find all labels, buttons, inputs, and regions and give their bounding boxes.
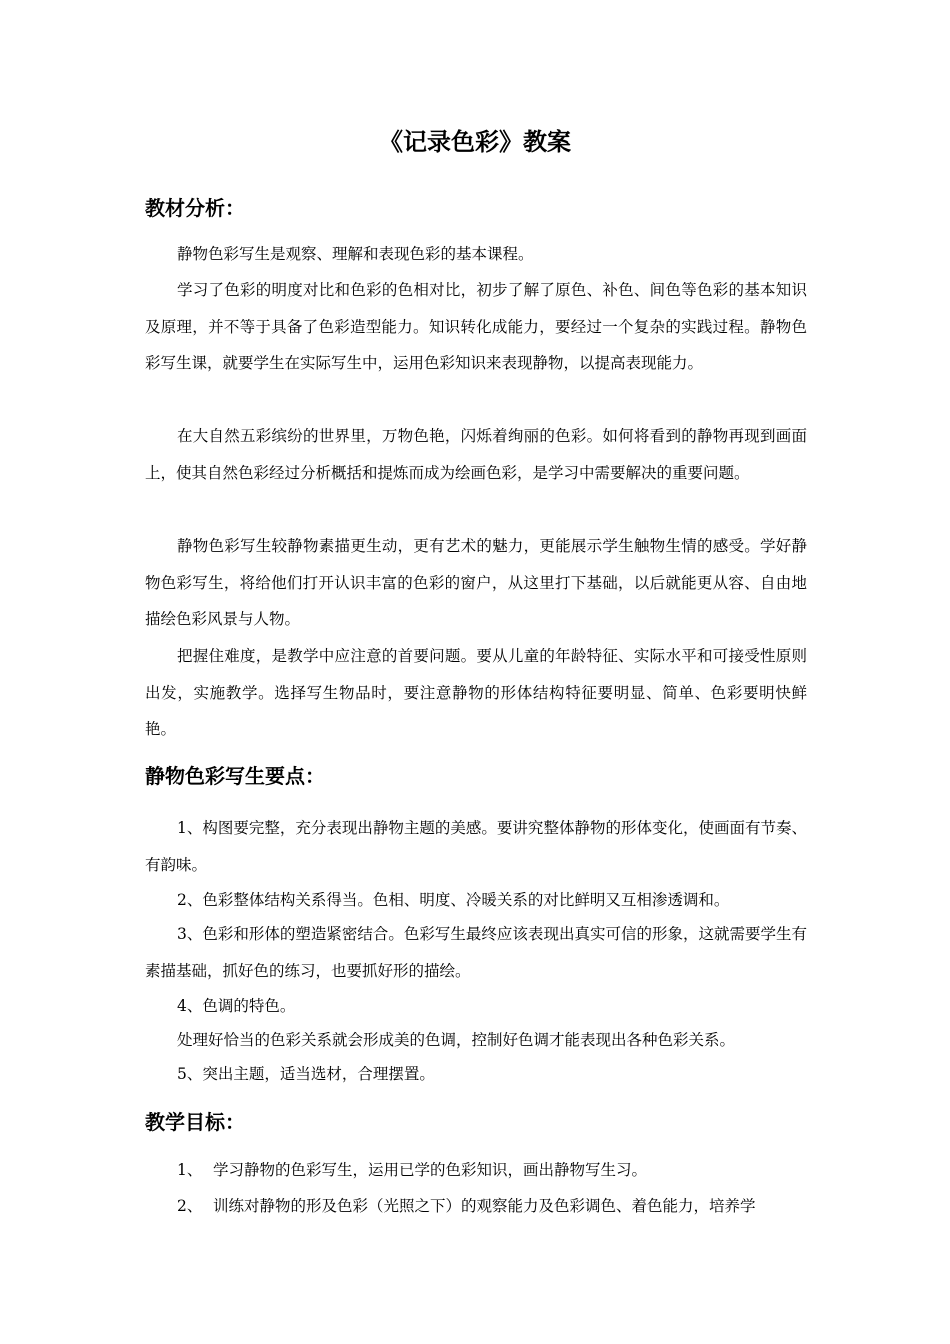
paragraph: 5、突出主题，适当选材，合理摆置。 bbox=[177, 1065, 435, 1083]
paragraph: 把握住难度，是教学中应注意的首要问题。要从儿童的年龄特征、实际水平和可接受性原则出发，实施教学。选择写生物品时，要注意静物的形体结构特征要明显、简单、色彩要明快鲜艳。 bbox=[145, 647, 807, 738]
paragraph: 静物色彩写生较静物素描更生动，更有艺术的魅力，更能展示学生触物生情的感受。学好静物色彩写生，将给他们打开认识丰富的色彩的窗户，从这里打下基础，以后就能更从容、自由地描绘色彩风景与人物。 bbox=[145, 537, 807, 628]
list-item bbox=[177, 1152, 807, 1189]
document-title: 《记录色彩》教案 bbox=[379, 128, 571, 156]
paragraph: 4、色调的特色。 bbox=[177, 997, 296, 1015]
paragraph: 2、色彩整体结构关系得当。色相、明度、冷暖关系的对比鲜明又互相渗透调和。 bbox=[177, 891, 730, 909]
paragraph: 3、色彩和形体的塑造紧密结合。色彩写生最终应该表现出真实可信的形象，这就需要学生有素描基础，抓好色的练习，也要抓好形的描绘。 bbox=[145, 925, 807, 980]
list-item-number: 1、 bbox=[177, 1161, 203, 1179]
section-heading-materials-analysis: 教材分析： bbox=[145, 196, 245, 220]
paragraph: 1、构图要完整，充分表现出静物主题的美感。要讲究整体静物的形体变化，使画面有节奏、有韵味。 bbox=[145, 819, 807, 874]
list-item-text: 训练对静物的形及色彩（光照之下）的观察能力及色彩调色、着色能力，培养学 bbox=[213, 1197, 756, 1215]
section-heading-teaching-goals: 教学目标： bbox=[145, 1110, 245, 1134]
paragraph: 静物色彩写生是观察、理解和表现色彩的基本课程。 bbox=[177, 245, 534, 263]
paragraph: 处理好恰当的色彩关系就会形成美的色调，控制好色调才能表现出各种色彩关系。 bbox=[177, 1031, 736, 1049]
list-item-text: 学习静物的色彩写生，运用已学的色彩知识，画出静物写生习。 bbox=[213, 1161, 648, 1179]
list-item bbox=[177, 1188, 807, 1225]
paragraph: 在大自然五彩缤纷的世界里，万物色艳，闪烁着绚丽的色彩。如何将看到的静物再现到画面上，使其自然色彩经过分析概括和提炼而成为绘画色彩，是学习中需要解决的重要问题。 bbox=[145, 427, 807, 482]
paragraph: 学习了色彩的明度对比和色彩的色相对比，初步了解了原色、补色、间色等色彩的基本知识及原理，并不等于具备了色彩造型能力。知识转化成能力，要经过一个复杂的实践过程。静物色彩写生课，就要学生在实际写生中，运用色彩知识来表现静物，以提高表现能力。 bbox=[145, 281, 807, 372]
list-item-number: 2、 bbox=[177, 1197, 203, 1215]
section-heading-painting-key-points: 静物色彩写生要点： bbox=[145, 764, 325, 788]
